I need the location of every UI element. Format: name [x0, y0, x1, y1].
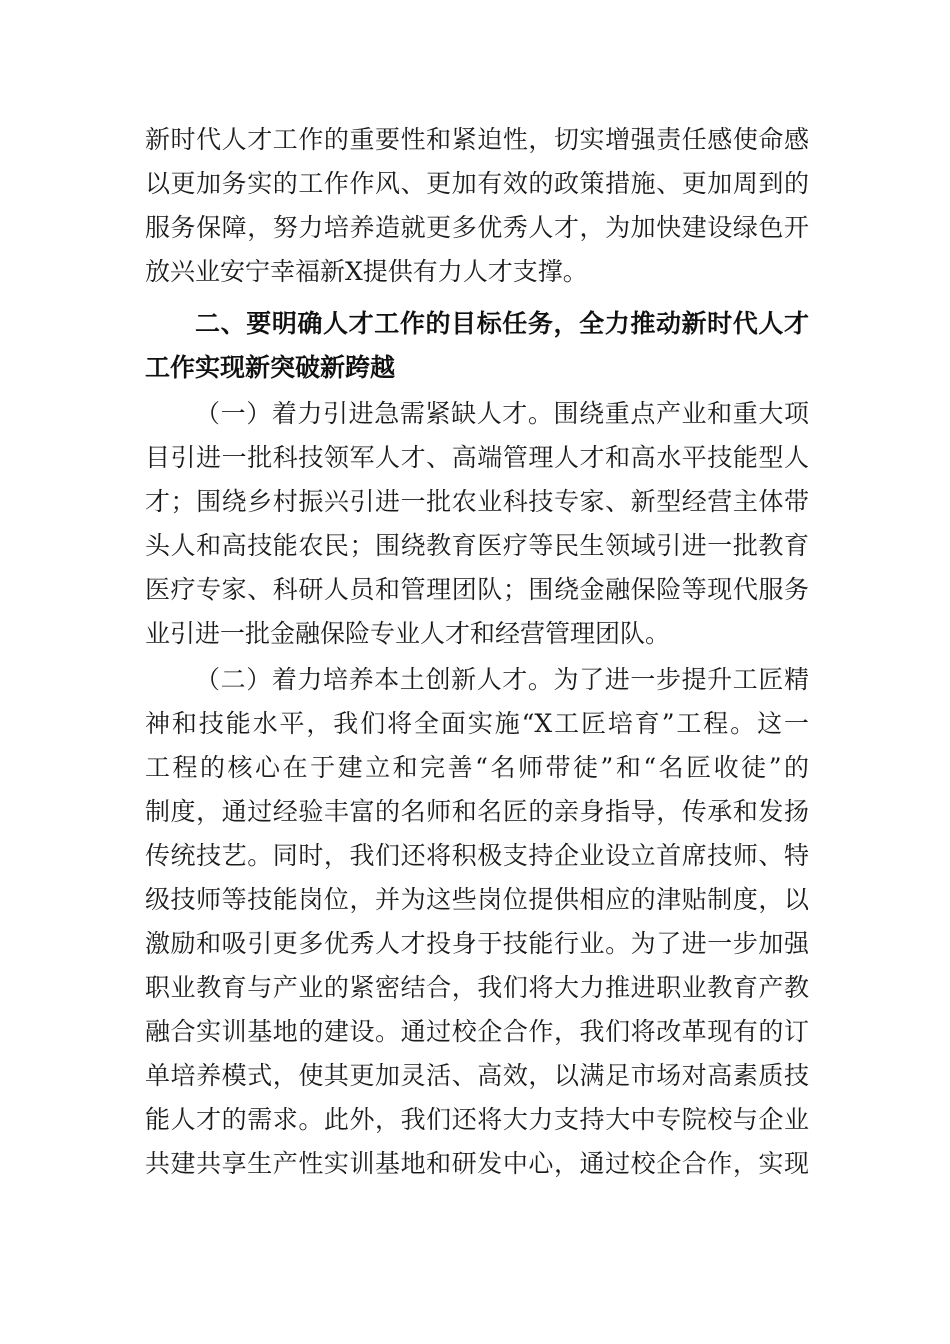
subsection-2-line-7: 激励和吸引更多优秀人才投身于技能行业。为了进一步加强 — [145, 929, 809, 958]
subsection-2-line-11: 能人才的需求。此外，我们还将大力支持大中专院校与企业 — [145, 1105, 809, 1134]
paragraph-line-1: 新时代人才工作的重要性和紧迫性，切实增强责任感使命感 — [145, 125, 809, 154]
subsection-2-line-8: 职业教育与产业的紧密结合，我们将大力推进职业教育产教 — [145, 973, 809, 1002]
subsection-1-line-4: 头人和高技能农民；围绕教育医疗等民生领域引进一批教育 — [145, 531, 809, 560]
subsection-2-line-12: 共建共享生产性实训基地和研发中心，通过校企合作，实现 — [145, 1149, 809, 1178]
subsection-2-line-3: 工程的核心在于建立和完善“名师带徒”和“名匠收徒”的 — [145, 753, 809, 782]
paragraph-line-4: 放兴业安宁幸福新X提供有力人才支撑。 — [145, 257, 588, 286]
subsection-1-line-3: 才；围绕乡村振兴引进一批农业科技专家、新型经营主体带 — [145, 487, 809, 516]
section-heading-line-1: 二、要明确人才工作的目标任务，全力推动新时代人才 — [195, 309, 809, 338]
paragraph-line-2: 以更加务实的工作作风、更加有效的政策措施、更加周到的 — [145, 169, 809, 198]
subsection-1-line-5: 医疗专家、科研人员和管理团队；围绕金融保险等现代服务 — [145, 575, 809, 604]
subsection-1-line-2: 目引进一批科技领军人才、高端管理人才和高水平技能型人 — [145, 443, 809, 472]
subsection-2-line-6: 级技师等技能岗位，并为这些岗位提供相应的津贴制度，以 — [145, 885, 809, 914]
subsection-1-line-6: 业引进一批金融保险专业人才和经营管理团队。 — [145, 619, 671, 648]
paragraph-line-3: 服务保障，努力培养造就更多优秀人才，为加快建设绿色开 — [145, 213, 809, 242]
subsection-1-line-1: （一）着力引进急需紧缺人才。围绕重点产业和重大项 — [195, 399, 809, 428]
subsection-2-line-10: 单培养模式，使其更加灵活、高效，以满足市场对高素质技 — [145, 1061, 809, 1090]
subsection-2-line-4: 制度，通过经验丰富的名师和名匠的亲身指导，传承和发扬 — [145, 797, 809, 826]
subsection-2-line-5: 传统技艺。同时，我们还将积极支持企业设立首席技师、特 — [145, 841, 809, 870]
section-heading-line-2: 工作实现新突破新跨越 — [145, 353, 396, 382]
subsection-2-line-9: 融合实训基地的建设。通过校企合作，我们将改革现有的订 — [145, 1017, 809, 1046]
subsection-2-line-2: 神和技能水平，我们将全面实施“X工匠培育”工程。这一 — [145, 709, 809, 738]
subsection-2-line-1: （二）着力培养本土创新人才。为了进一步提升工匠精 — [195, 665, 809, 694]
